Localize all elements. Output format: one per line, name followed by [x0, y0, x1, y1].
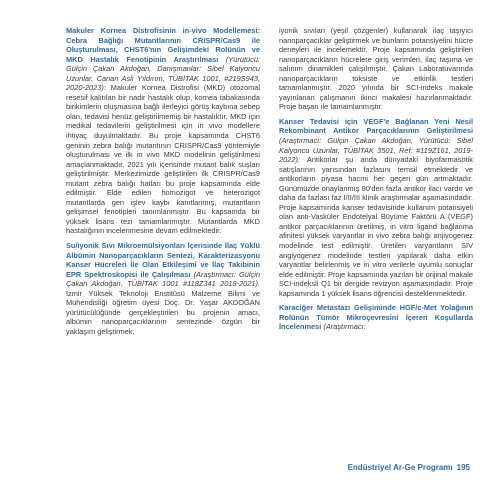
project-paragraph-albumin [66, 241, 260, 336]
project-body: Antikorlar şu anda dünyadaki biyofarmasötik satışlarının yarısından fazlasını temsil etmektedir ve antikorların piyasa hacmi her geçen gün artmaktadır. Günümüzde onaylanmış 80'den fazla antikor ilacı vardır ve daha da fazlası faz I/II/III klinik araştırmalar aşamasındadır. Proje kapsamında kanser tedavisinde kullanım potansiyeli olan anti-Vasküler Endotelyal Büyüme Faktörü A (VEGF) antikor parçacıklarının üretilmiş, in vitro ligand bağlanma afinitesi yüksek varyantlar in vivo zebra balığı anjiyogenez modelinde test edilmiştir. Üretilen varyantların SIV angiyogenez modelinde testleri yapılarak daha etkin varyantlar belirlenmiş ve in vitro verilerle uyumlu sonuçlar elde edilmiştir. Proje kapsamında yazılan bir orijinal makale SCI-indeksli Q1 bir dergide revizyon aşamasındadır. Proje kapsamında 1 yüksek lisans öğrencisi desteklenmektedir. [279, 155, 473, 298]
left-column [66, 26, 260, 337]
project-heading: Kanser Tedavisi için VEGF'e Bağlanan Yeni Nesil Rekombinant Antikor Parçacıklarının Geliştirilmesi [279, 116, 473, 136]
footer-program-label: Endüstriyel Ar-Ge Programı [347, 463, 453, 472]
project-body: iyonik sıvıları (yeşil çözgenler) kullanarak ilaç taşıyıcı nanoparçacıklar geliştirmek ve bunların potansiyelini hücre deneyleri ile incelemektir. Proje kapsamında geliştirilen nanoparçacıkların hücrelere giriş verimleri, ilaç taşıma ve salınım dinamikleri çalışılmıştır. Çakan Laboratuvarında nanoparçacıkların toksiste ve etkinlik testleri tamamlanmıştır. 2020 yılında bir SCI-indeks makale yayınlanan çalışmanın ikinci makalesi hazırlanmaktadır. Proje başarı ile tamamlanmıştır. [279, 26, 473, 112]
project-paragraph-hgf [279, 303, 473, 332]
project-paragraph-albumin-continued [279, 26, 473, 112]
project-credits: (Araştırmacı: Gülçin Çakan Akdoğan, Yürütücü: Sibel Kalyoncu Uzunlar, TÜBİTAK 3501, Ref: #119Z161, 2019-2022): [279, 136, 473, 165]
project-credits: (Yürütücü: Gülçin Çakan Akdoğan, Danışmanlar: Sibel Kalyoncu Uzunlar, Canan Aslı Yıldırım, TÜBİTAK 1001, #219S943, 2020-2023): [66, 54, 260, 93]
project-credits: (Araştırmacı: [321, 322, 366, 332]
project-heading: Makuler Kornea Distrofisinin in-vivo Modellemesi: Cebra Bağlığı Mutantlarının CRISPR/Cas9 ile Oluşturulması, CHST6'nın Gelişimdeki Rolünün ve MKD Hastalık Fenotipinin Araştırılması [66, 26, 260, 64]
project-body: İzmir Yüksek Teknoloji Enstitüsü Malzeme Bilimi ve Mühendisliği öğretim üyesi Doç. Dr. Yaşar AKDOĞAN yürütücülüğünde gerçekleştirilen bu projenin amacı, albümin nanoparçacıklarının sentezinde özgün bir yaklaşım geliştirmek, [66, 288, 260, 336]
project-credits: (Araştırmacı: Gülçin Çakan Akdoğan, TÜBİTAK 1001 #118Z341 2018-2021). [66, 269, 260, 289]
page-footer [348, 463, 470, 472]
right-column [279, 26, 473, 332]
project-paragraph-vegf [279, 117, 473, 298]
project-heading: Karaciğer Metastazı Gelişiminde HGF/c-Met Yolağının Rolünün Tümör Mikroçevresini İçeren Koşullarda İncelenmesi [279, 303, 473, 332]
page-number: 195 [456, 463, 470, 472]
project-paragraph-mkd [66, 26, 260, 236]
project-body: Makuler Kornea Distrofisi (MKD) otozomal resesif kalıtılan bir nadir hastalık olup, kornea tabakasında birikimlerin oluşmasına bağlı ilerleyici görüş kaybına sebep olan, tedavisi henüz geliştirilmemiş bir hastalıktır. MKD için medikal tedavilerin geliştirilmesi için in vivo modellere ihtiyaç duyulmaktadır. Bu proje kapsamında CHST6 geninin zebra balığı mutantının CRISPR/Cas9 yöntemiyle oluşturulması ve ilk in vivo MKD modelinin geliştirilmesi amaçlanmaktadır. 2021 yılı içerisinde mutant balık suşları geliştirilmiştir. Merkezimizde geliştirilen ilk CRISPR/Cas9 mutant zebra balığı hatları bu proje kapsamında elde edilmiştir. Elde edilen homozigot ve heterozigot mutantlarda gen işlev kaybı kanıtlanmış, mutantların gelişimsel fenotipleri tanımlanmıştır. Bu kapsamda bir yüksek lisans tezi tamamlanmıştır. Mutantlarda MKD hastalığının incelenmesine devam edilmektedir. [66, 83, 260, 236]
project-heading: Su/iyonik Sıvı Mikroemülsiyonları İçerisinde İlaç Yüklü Albümin Nanoparçacıkların Sentezi, Karakterizasyonu Kanser Hücreleri İle Olan Etkileşimi ve İlaç Takibinin EPR Spektroskopisi ile Çalışılması [66, 241, 260, 279]
